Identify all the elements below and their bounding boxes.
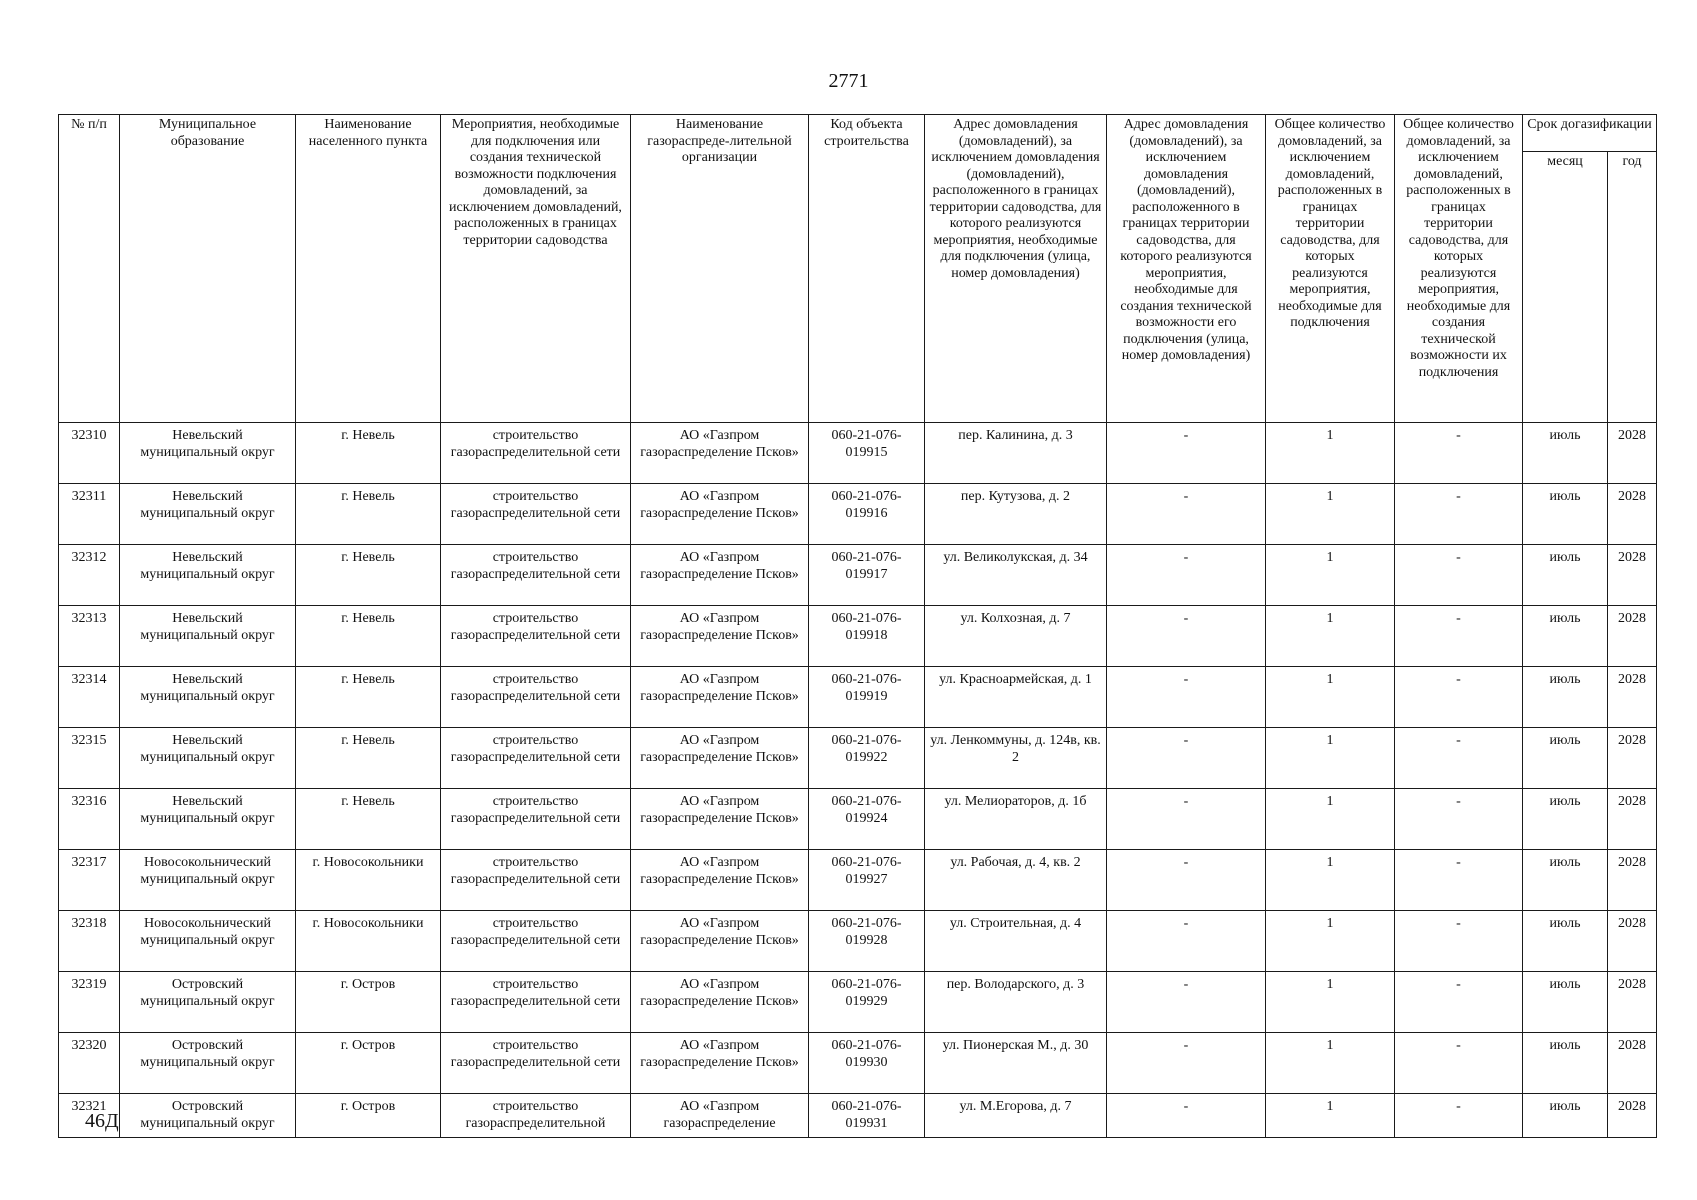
cell-municipality: Островский муниципальный округ xyxy=(120,972,296,1033)
cell-address: ул. Рабочая, д. 4, кв. 2 xyxy=(925,850,1107,911)
header-object-code: Код объекта строительства xyxy=(809,115,925,423)
cell-num: 32317 xyxy=(59,850,120,911)
cell-count-connection: 1 xyxy=(1266,545,1395,606)
cell-measures: строительство газораспределительной сети xyxy=(441,423,631,484)
cell-address-capability: - xyxy=(1107,1033,1266,1094)
cell-municipality: Невельский муниципальный округ xyxy=(120,667,296,728)
cell-object-code: 060-21-076-019931 xyxy=(809,1094,925,1138)
table-row xyxy=(59,728,1657,789)
cell-address: ул. Колхозная, д. 7 xyxy=(925,606,1107,667)
cell-measures: строительство газораспределительной сети xyxy=(441,545,631,606)
table-row xyxy=(59,423,1657,484)
cell-year: 2028 xyxy=(1608,545,1657,606)
cell-settlement: г. Новосокольники xyxy=(296,850,441,911)
cell-num: 32312 xyxy=(59,545,120,606)
cell-measures: строительство газораспределительной сети xyxy=(441,667,631,728)
cell-num: 32321 xyxy=(59,1094,120,1138)
cell-year: 2028 xyxy=(1608,789,1657,850)
cell-month: июль xyxy=(1523,545,1608,606)
cell-year: 2028 xyxy=(1608,911,1657,972)
cell-settlement: г. Невель xyxy=(296,606,441,667)
cell-settlement: г. Остров xyxy=(296,972,441,1033)
cell-count-capability: - xyxy=(1395,484,1523,545)
cell-settlement: г. Невель xyxy=(296,667,441,728)
header-measures: Мероприятия, необходимые для подключения или создания технической возможности подключения домовладений, за исключением домовладений, расположенных в границах территории садоводства xyxy=(441,115,631,423)
page-number: 2771 xyxy=(828,70,869,92)
cell-settlement: г. Новосокольники xyxy=(296,911,441,972)
cell-year: 2028 xyxy=(1608,1094,1657,1138)
cell-gdo: АО «Газпром газораспределение Псков» xyxy=(631,484,809,545)
cell-gdo: АО «Газпром газораспределение Псков» xyxy=(631,606,809,667)
cell-address-capability: - xyxy=(1107,545,1266,606)
cell-count-connection: 1 xyxy=(1266,728,1395,789)
cell-num: 32316 xyxy=(59,789,120,850)
header-month: месяц xyxy=(1523,152,1608,423)
cell-count-capability: - xyxy=(1395,789,1523,850)
cell-address-capability: - xyxy=(1107,667,1266,728)
cell-address: пер. Калинина, д. 3 xyxy=(925,423,1107,484)
cell-municipality: Невельский муниципальный округ xyxy=(120,606,296,667)
gasification-table xyxy=(58,114,1657,1138)
cell-count-capability: - xyxy=(1395,423,1523,484)
cell-address-capability: - xyxy=(1107,423,1266,484)
header-settlement: Наименование населенного пункта xyxy=(296,115,441,423)
cell-count-connection: 1 xyxy=(1266,850,1395,911)
header-year: год xyxy=(1608,152,1657,423)
table-row xyxy=(59,606,1657,667)
cell-gdo: АО «Газпром газораспределение Псков» xyxy=(631,911,809,972)
header-num: № п/п xyxy=(59,115,120,423)
cell-measures: строительство газораспределительной сети xyxy=(441,484,631,545)
cell-measures: строительство газораспределительной сети xyxy=(441,972,631,1033)
cell-month: июль xyxy=(1523,789,1608,850)
cell-month: июль xyxy=(1523,850,1608,911)
cell-gdo: АО «Газпром газораспределение Псков» xyxy=(631,423,809,484)
header-total-capability: Общее количество домовладений, за исключением домовладений, расположенных в границах территории садоводства, для которых реализуются мероприятия, необходимые для создания технической возможности их подключения xyxy=(1395,115,1523,423)
cell-address: ул. М.Егорова, д. 7 xyxy=(925,1094,1107,1138)
cell-gdo: АО «Газпром газораспределение xyxy=(631,1094,809,1138)
cell-count-connection: 1 xyxy=(1266,789,1395,850)
header-total-connection: Общее количество домовладений, за исключением домовладений, расположенных в границах территории садоводства, для которых реализуются мероприятия, необходимые для подключения xyxy=(1266,115,1395,423)
cell-municipality: Невельский муниципальный округ xyxy=(120,423,296,484)
cell-address-capability: - xyxy=(1107,606,1266,667)
cell-measures: строительство газораспределительной сети xyxy=(441,850,631,911)
cell-count-connection: 1 xyxy=(1266,1094,1395,1138)
cell-num: 32319 xyxy=(59,972,120,1033)
table-row xyxy=(59,972,1657,1033)
cell-settlement: г. Невель xyxy=(296,423,441,484)
header-municipality: Муниципальное образование xyxy=(120,115,296,423)
cell-num: 32311 xyxy=(59,484,120,545)
cell-num: 32310 xyxy=(59,423,120,484)
cell-measures: строительство газораспределительной сети xyxy=(441,911,631,972)
cell-measures: строительство газораспределительной сети xyxy=(441,1033,631,1094)
cell-object-code: 060-21-076-019929 xyxy=(809,972,925,1033)
cell-month: июль xyxy=(1523,911,1608,972)
cell-year: 2028 xyxy=(1608,972,1657,1033)
cell-count-capability: - xyxy=(1395,1033,1523,1094)
cell-address-capability: - xyxy=(1107,789,1266,850)
cell-count-capability: - xyxy=(1395,728,1523,789)
table-header xyxy=(59,115,1657,423)
cell-month: июль xyxy=(1523,972,1608,1033)
table-row xyxy=(59,545,1657,606)
cell-gdo: АО «Газпром газораспределение Псков» xyxy=(631,1033,809,1094)
cell-address-capability: - xyxy=(1107,1094,1266,1138)
cell-address-capability: - xyxy=(1107,911,1266,972)
cell-year: 2028 xyxy=(1608,667,1657,728)
cell-municipality: Новосокольнический муниципальный округ xyxy=(120,911,296,972)
cell-count-capability: - xyxy=(1395,850,1523,911)
cell-measures: строительство газораспределительной сети xyxy=(441,728,631,789)
cell-year: 2028 xyxy=(1608,423,1657,484)
cell-month: июль xyxy=(1523,1094,1608,1138)
cell-month: июль xyxy=(1523,667,1608,728)
header-address-capability: Адрес домовладения (домовладений), за исключением домовладения (домовладений), расположенного в границах территории садоводства, для которого реализуются мероприятия, необходимые для создания технической возможности его подключения (улица, номер домовладения) xyxy=(1107,115,1266,423)
cell-count-connection: 1 xyxy=(1266,1033,1395,1094)
cell-year: 2028 xyxy=(1608,484,1657,545)
cell-count-capability: - xyxy=(1395,972,1523,1033)
cell-count-connection: 1 xyxy=(1266,423,1395,484)
cell-object-code: 060-21-076-019930 xyxy=(809,1033,925,1094)
cell-municipality: Невельский муниципальный округ xyxy=(120,484,296,545)
cell-month: июль xyxy=(1523,606,1608,667)
cell-object-code: 060-21-076-019924 xyxy=(809,789,925,850)
cell-address: ул. Великолукская, д. 34 xyxy=(925,545,1107,606)
cell-gdo: АО «Газпром газораспределение Псков» xyxy=(631,728,809,789)
cell-month: июль xyxy=(1523,484,1608,545)
cell-settlement: г. Невель xyxy=(296,789,441,850)
cell-year: 2028 xyxy=(1608,1033,1657,1094)
cell-count-capability: - xyxy=(1395,545,1523,606)
cell-municipality: Новосокольнический муниципальный округ xyxy=(120,850,296,911)
cell-municipality: Островский муниципальный округ xyxy=(120,1033,296,1094)
cell-count-connection: 1 xyxy=(1266,484,1395,545)
cell-object-code: 060-21-076-019922 xyxy=(809,728,925,789)
cell-count-connection: 1 xyxy=(1266,667,1395,728)
cell-municipality: Невельский муниципальный округ xyxy=(120,545,296,606)
cell-measures: строительство газораспределительной сети xyxy=(441,789,631,850)
cell-gdo: АО «Газпром газораспределение Псков» xyxy=(631,667,809,728)
cell-settlement: г. Невель xyxy=(296,728,441,789)
cell-count-connection: 1 xyxy=(1266,606,1395,667)
cell-address: ул. Пионерская М., д. 30 xyxy=(925,1033,1107,1094)
cell-count-connection: 1 xyxy=(1266,911,1395,972)
cell-count-capability: - xyxy=(1395,1094,1523,1138)
cell-address: пер. Володарского, д. 3 xyxy=(925,972,1107,1033)
cell-object-code: 060-21-076-019917 xyxy=(809,545,925,606)
cell-address-capability: - xyxy=(1107,850,1266,911)
cell-object-code: 060-21-076-019916 xyxy=(809,484,925,545)
header-gdo: Наименование газораспреде-лительной организации xyxy=(631,115,809,423)
cell-settlement: г. Остров xyxy=(296,1033,441,1094)
table-row xyxy=(59,667,1657,728)
cell-municipality: Островский муниципальный округ xyxy=(120,1094,296,1138)
cell-month: июль xyxy=(1523,423,1608,484)
cell-address: ул. Красноармейская, д. 1 xyxy=(925,667,1107,728)
cell-year: 2028 xyxy=(1608,728,1657,789)
table-row xyxy=(59,484,1657,545)
cell-object-code: 060-21-076-019927 xyxy=(809,850,925,911)
cell-object-code: 060-21-076-019919 xyxy=(809,667,925,728)
cell-settlement: г. Невель xyxy=(296,484,441,545)
cell-address: ул. Мелиораторов, д. 1б xyxy=(925,789,1107,850)
table-row xyxy=(59,1033,1657,1094)
table-row xyxy=(59,1094,1657,1138)
table-row xyxy=(59,911,1657,972)
cell-count-capability: - xyxy=(1395,606,1523,667)
cell-address-capability: - xyxy=(1107,728,1266,789)
cell-num: 32320 xyxy=(59,1033,120,1094)
cell-settlement: г. Остров xyxy=(296,1094,441,1138)
cell-num: 32315 xyxy=(59,728,120,789)
cell-municipality: Невельский муниципальный округ xyxy=(120,789,296,850)
table-row xyxy=(59,789,1657,850)
cell-count-capability: - xyxy=(1395,911,1523,972)
cell-num: 32313 xyxy=(59,606,120,667)
cell-gdo: АО «Газпром газораспределение Псков» xyxy=(631,789,809,850)
cell-num: 32314 xyxy=(59,667,120,728)
footer-code: 46Д xyxy=(85,1110,119,1132)
cell-object-code: 060-21-076-019918 xyxy=(809,606,925,667)
cell-address: пер. Кутузова, д. 2 xyxy=(925,484,1107,545)
cell-address: ул. Строительная, д. 4 xyxy=(925,911,1107,972)
cell-gdo: АО «Газпром газораспределение Псков» xyxy=(631,972,809,1033)
cell-gdo: АО «Газпром газораспределение Псков» xyxy=(631,545,809,606)
header-deadline: Срок догазификации xyxy=(1523,115,1657,152)
cell-measures: строительство газораспределительной сети xyxy=(441,606,631,667)
cell-count-connection: 1 xyxy=(1266,972,1395,1033)
cell-municipality: Невельский муниципальный округ xyxy=(120,728,296,789)
cell-num: 32318 xyxy=(59,911,120,972)
cell-count-capability: - xyxy=(1395,667,1523,728)
cell-measures: строительство газораспределительной xyxy=(441,1094,631,1138)
cell-month: июль xyxy=(1523,1033,1608,1094)
cell-object-code: 060-21-076-019928 xyxy=(809,911,925,972)
header-address-connection: Адрес домовладения (домовладений), за исключением домовладения (домовладений), расположенного в границах территории садоводства, для которого реализуются мероприятия, необходимые для подключения (улица, номер домовладения) xyxy=(925,115,1107,423)
cell-address-capability: - xyxy=(1107,484,1266,545)
cell-month: июль xyxy=(1523,728,1608,789)
table-row xyxy=(59,850,1657,911)
cell-gdo: АО «Газпром газораспределение Псков» xyxy=(631,850,809,911)
cell-address: ул. Ленкоммуны, д. 124в, кв. 2 xyxy=(925,728,1107,789)
cell-object-code: 060-21-076-019915 xyxy=(809,423,925,484)
cell-address-capability: - xyxy=(1107,972,1266,1033)
cell-settlement: г. Невель xyxy=(296,545,441,606)
cell-year: 2028 xyxy=(1608,606,1657,667)
table-body xyxy=(59,423,1657,1138)
cell-year: 2028 xyxy=(1608,850,1657,911)
